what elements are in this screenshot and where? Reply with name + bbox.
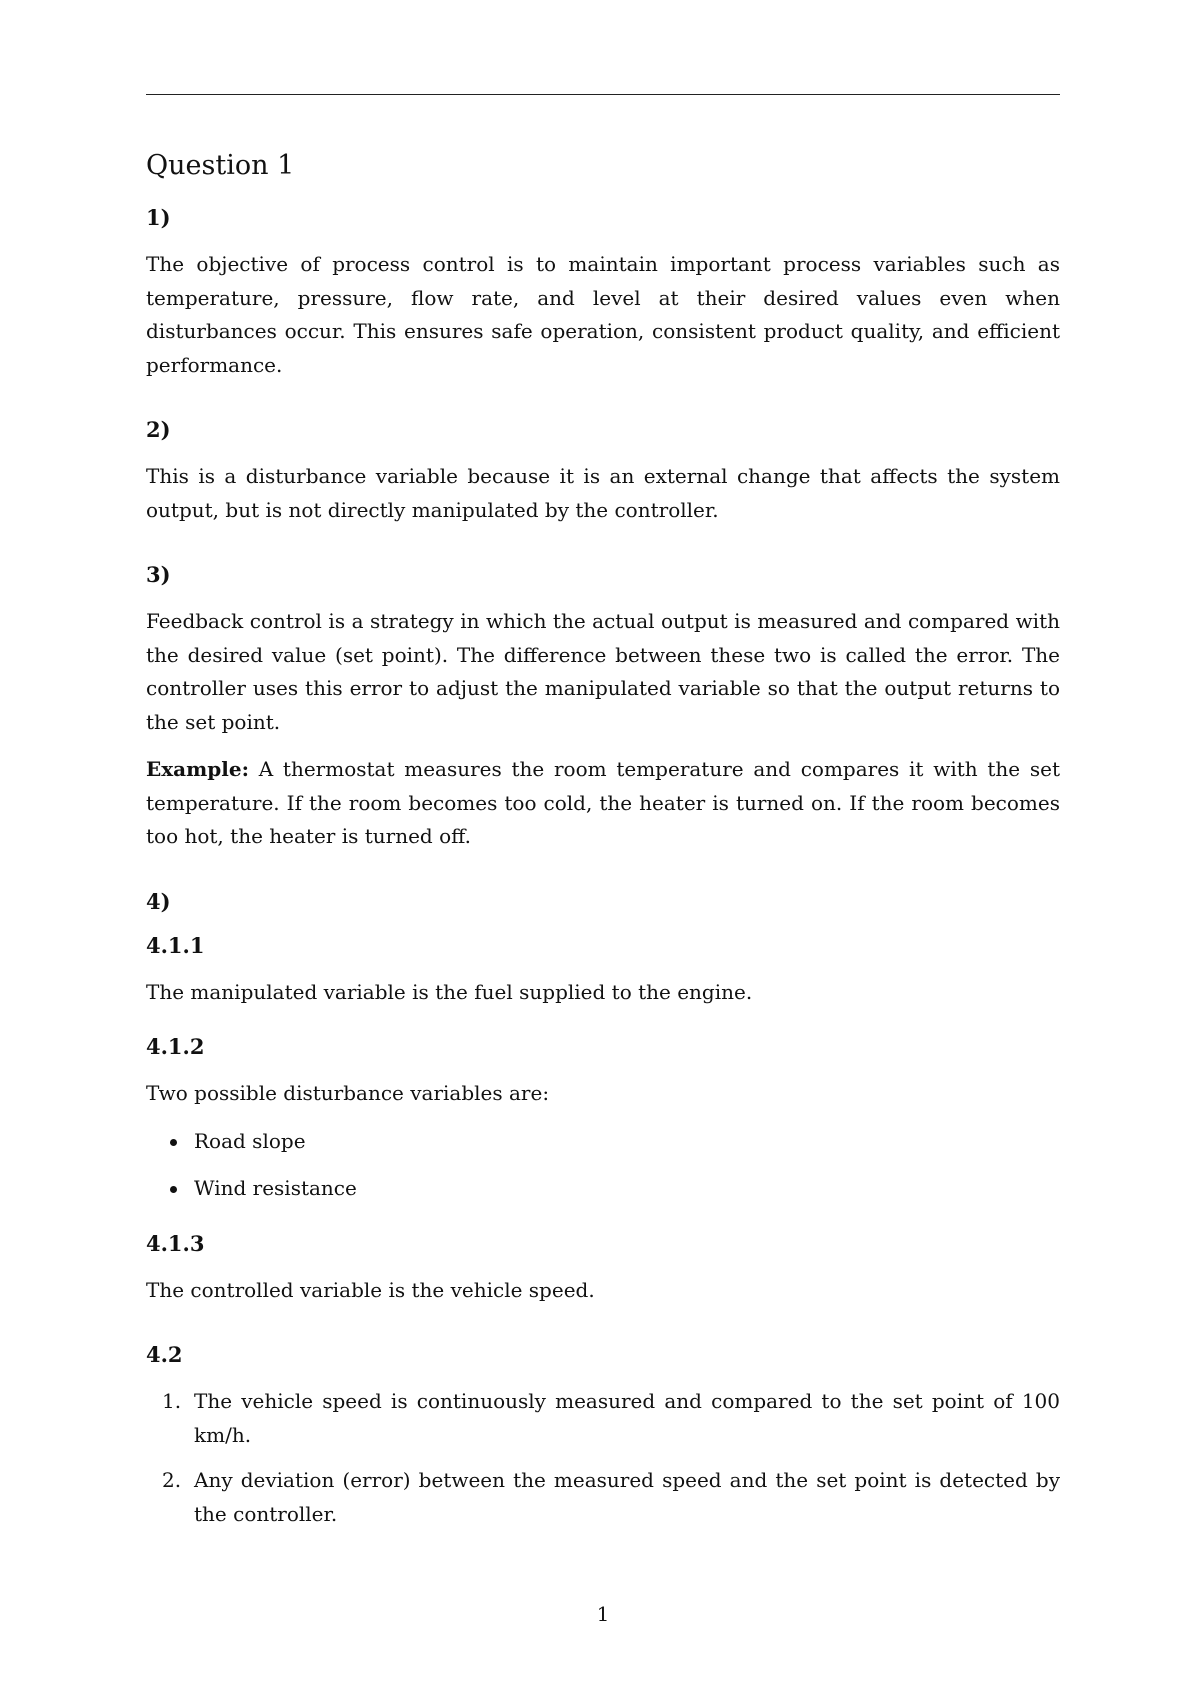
section-4-label: 4): [146, 888, 171, 914]
step-number: 1.: [162, 1389, 182, 1413]
section-1-text: The objective of process control is to maintain important process variables such as temperature, pressure, flow rate, and level at their desired values even when disturbances occur. This ensures safe operation, consistent product quality, and efficient performance.: [146, 252, 1060, 377]
disturbance-list: [146, 1125, 1060, 1206]
section-3-example: [146, 753, 1060, 854]
section-4-1-2-text: Two possible disturbance variables are:: [146, 1081, 550, 1105]
list-item: [146, 1172, 1060, 1206]
list-item-text: Road slope: [194, 1128, 306, 1153]
list-item: [146, 1125, 1060, 1159]
page-number: 1: [596, 1602, 610, 1626]
page-content: [146, 148, 1060, 1543]
step-number: 2.: [162, 1468, 182, 1492]
steps-list: [146, 1385, 1060, 1531]
bullet-icon: [170, 1186, 177, 1193]
section-3-label: 3): [146, 562, 171, 587]
section-3-text: Feedback control is a strategy in which the actual output is measured and compared with the desired value (set point). The difference between these two is called the error. The controller uses this error to adjust the manipulated variable so that the output returns to the set point.: [146, 609, 1060, 734]
section-4-2-label: 4.2: [146, 1342, 183, 1367]
section-4-1-1-label: 4.1.1: [146, 932, 205, 958]
example-label: Example:: [146, 757, 249, 781]
header-rule: [146, 94, 1060, 95]
section-4-1-2-label: 4.1.2: [146, 1034, 205, 1059]
section-4-1-3-label: 4.1.3: [146, 1230, 205, 1256]
list-item: [146, 1385, 1060, 1452]
section-4-1-1-text: The manipulated variable is the fuel supplied to the engine.: [146, 979, 753, 1004]
list-item: [146, 1464, 1060, 1531]
question-title: Question 1: [146, 150, 295, 181]
bullet-icon: [170, 1139, 177, 1146]
section-2-text: This is a disturbance variable because it is an external change that affects the system output, but is not directly manipulated by the controller.: [146, 464, 1060, 522]
step-text: Any deviation (error) between the measured speed and the set point is detected by the controller.: [194, 1468, 1060, 1526]
step-text: The vehicle speed is continuously measured and compared to the set point of 100 km/h.: [194, 1389, 1060, 1447]
section-4-1-3-text: The controlled variable is the vehicle speed.: [146, 1277, 595, 1302]
document-page: [146, 0, 1060, 1696]
section-1-label: 1): [146, 205, 171, 230]
example-text: A thermostat measures the room temperature and compares it with the set temperature. If the room becomes too cold, the heater is turned on. If the room becomes too hot, the heater is turned off.: [146, 757, 1060, 848]
section-2-label: 2): [146, 417, 171, 442]
list-item-text: Wind resistance: [194, 1176, 357, 1200]
